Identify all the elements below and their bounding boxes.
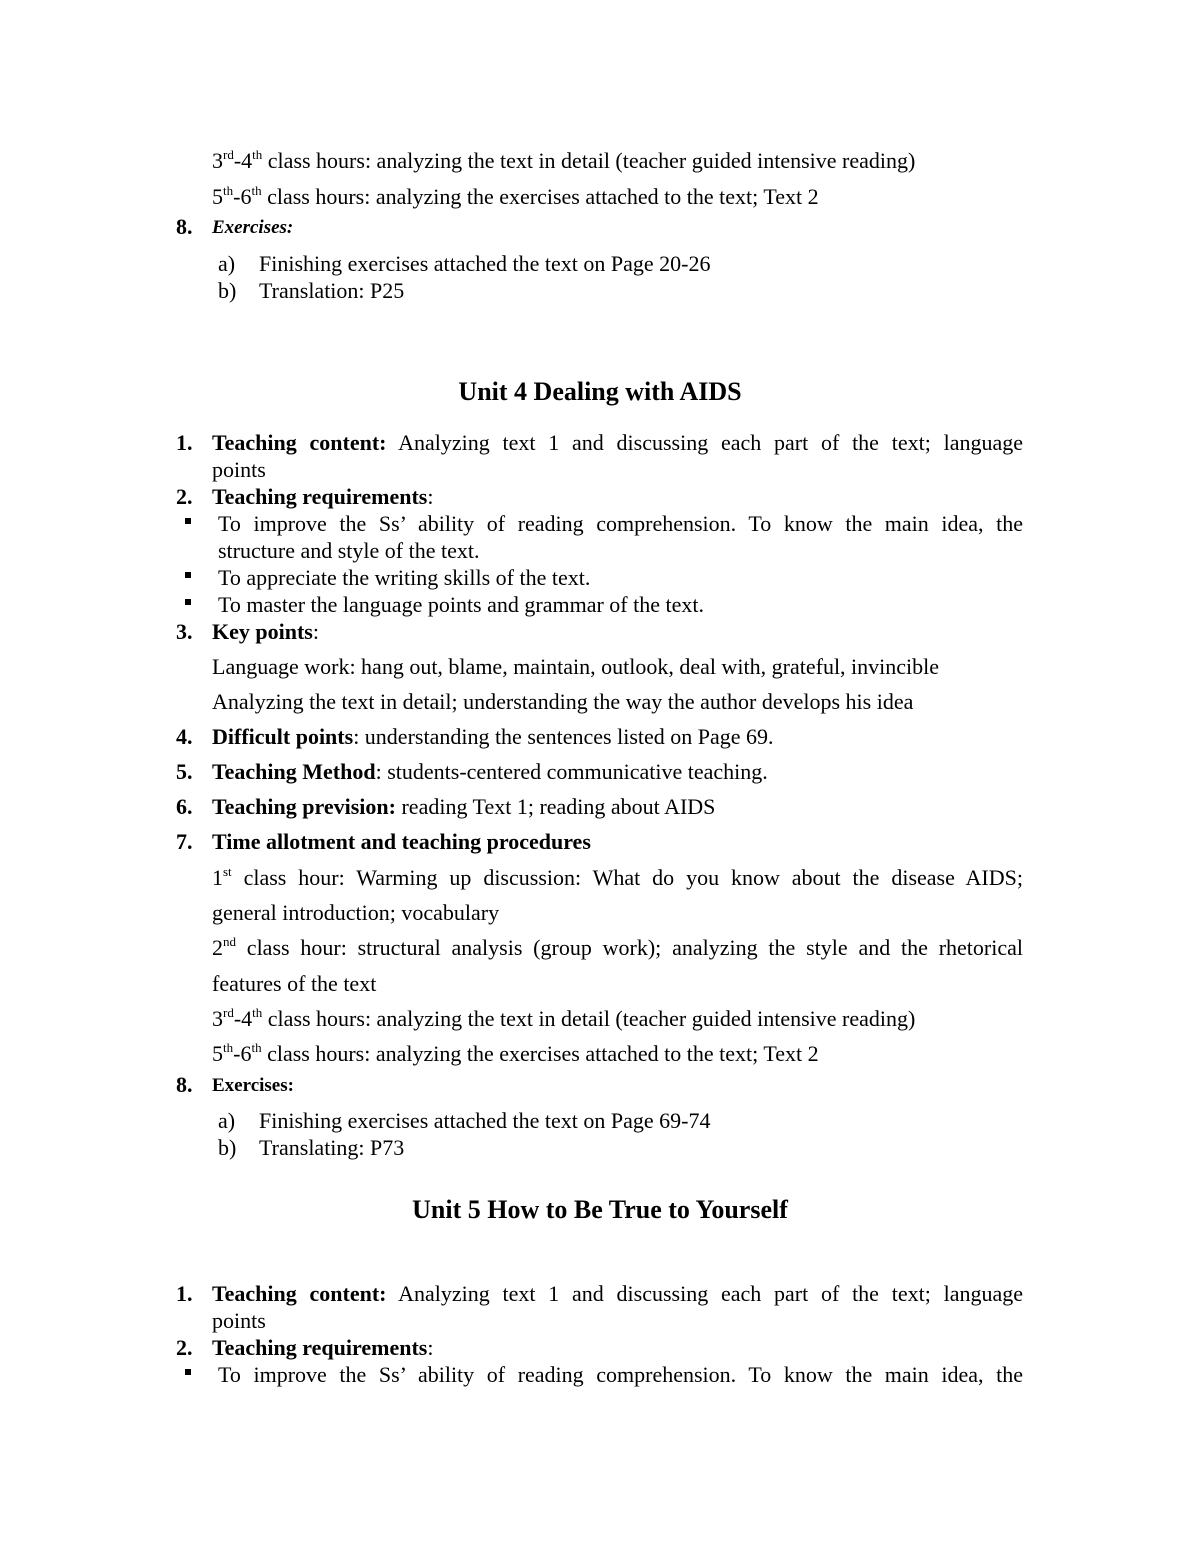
item-number: 1. bbox=[176, 430, 193, 455]
list-marker: a) bbox=[218, 251, 236, 276]
exercise-item: Translating: P73 bbox=[259, 1135, 405, 1160]
item-number: 2. bbox=[176, 1335, 193, 1360]
teaching-prevision: Teaching prevision: reading Text 1; reading about AIDS bbox=[212, 794, 716, 819]
exercise-item: Finishing exercises attached the text on Page 20-26 bbox=[259, 251, 711, 276]
list-marker: a) bbox=[218, 1108, 236, 1133]
requirement-item-cont: structure and style of the text. bbox=[218, 538, 480, 563]
exercise-item: Finishing exercises attached the text on Page 69-74 bbox=[259, 1108, 711, 1133]
teaching-method: Teaching Method: students-centered communicative teaching. bbox=[212, 759, 768, 784]
list-marker: b) bbox=[218, 278, 237, 303]
requirement-item: To master the language points and grammar of the text. bbox=[218, 592, 704, 617]
procedure-line-2: 2nd class hour: structural analysis (group work); analyzing the style and the rhetorical bbox=[212, 934, 1023, 960]
item-number: 2. bbox=[176, 484, 193, 509]
procedure-line-1-cont: general introduction; vocabulary bbox=[212, 900, 500, 925]
item-number: 8. bbox=[176, 214, 193, 239]
list-marker: b) bbox=[218, 1135, 237, 1160]
procedure-line-5-6: 5th-6th class hours: analyzing the exercises attached to the text; Text 2 bbox=[212, 1040, 819, 1066]
requirements-heading: Teaching requirements: bbox=[212, 1335, 434, 1360]
unit-title: Unit 5 How to Be True to Yourself bbox=[412, 1195, 788, 1224]
requirement-item: To improve the Ss’ ability of reading comprehension. To know the main idea, the bbox=[218, 1362, 1023, 1387]
key-point-line: Analyzing the text in detail; understanding the way the author develops his idea bbox=[212, 689, 914, 714]
item-number: 7. bbox=[176, 829, 193, 854]
time-allotment-heading: Time allotment and teaching procedures bbox=[212, 829, 591, 854]
unit-title: Unit 4 Dealing with AIDS bbox=[458, 377, 742, 406]
requirements-heading: Teaching requirements: bbox=[212, 484, 434, 509]
procedure-line-5-6: 5th-6th class hours: analyzing the exercises attached to the text; Text 2 bbox=[212, 183, 819, 209]
exercise-item: Translation: P25 bbox=[259, 278, 405, 303]
requirement-item: To appreciate the writing skills of the text. bbox=[218, 565, 591, 590]
procedure-line-1: 1st class hour: Warming up discussion: What do you know about the disease AIDS; bbox=[212, 864, 1023, 890]
bullet-icon bbox=[185, 599, 191, 605]
bullet-icon bbox=[185, 518, 191, 524]
teaching-content-cont: points bbox=[212, 457, 266, 482]
item-number: 4. bbox=[176, 724, 193, 749]
key-point-line: Language work: hang out, blame, maintain, outlook, deal with, grateful, invincible bbox=[212, 654, 940, 679]
bullet-icon bbox=[185, 1369, 191, 1375]
item-number: 6. bbox=[176, 794, 193, 819]
item-number: 5. bbox=[176, 759, 193, 784]
item-number: 3. bbox=[176, 619, 193, 644]
exercises-heading: Exercises: bbox=[212, 217, 294, 238]
requirement-item: To improve the Ss’ ability of reading comprehension. To know the main idea, the bbox=[218, 511, 1023, 536]
teaching-content: Teaching content: Analyzing text 1 and discussing each part of the text; language bbox=[212, 1281, 1023, 1306]
procedure-line-2-cont: features of the text bbox=[212, 971, 377, 996]
teaching-content: Teaching content: Analyzing text 1 and discussing each part of the text; language bbox=[212, 430, 1023, 455]
procedure-line-3-4: 3rd-4th class hours: analyzing the text in detail (teacher guided intensive reading) bbox=[212, 1005, 916, 1031]
item-number: 8. bbox=[176, 1072, 193, 1097]
difficult-points: Difficult points: understanding the sentences listed on Page 69. bbox=[212, 724, 774, 749]
teaching-content-cont: points bbox=[212, 1308, 266, 1333]
bullet-icon bbox=[185, 572, 191, 578]
key-points-heading: Key points: bbox=[212, 619, 319, 644]
exercises-heading: Exercises: bbox=[212, 1075, 294, 1096]
item-number: 1. bbox=[176, 1281, 193, 1306]
procedure-line-3-4: 3rd-4th class hours: analyzing the text in detail (teacher guided intensive reading) bbox=[212, 147, 916, 173]
